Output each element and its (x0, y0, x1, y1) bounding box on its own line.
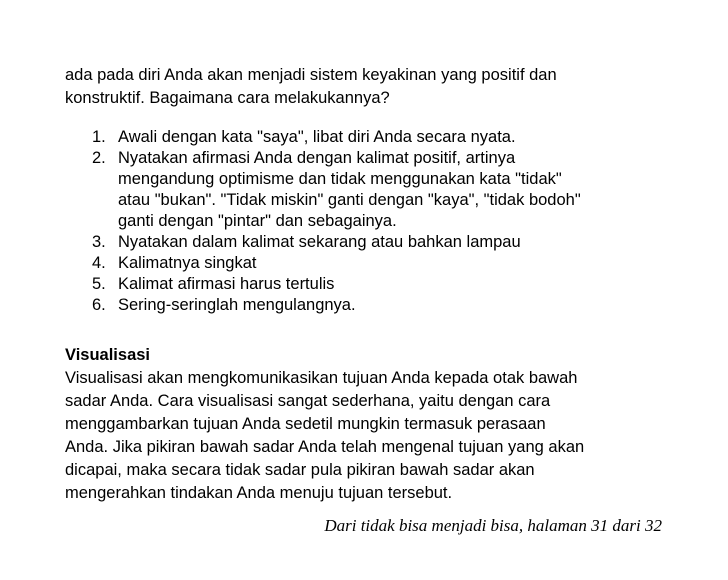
list-item (92, 253, 672, 274)
list-item (92, 127, 672, 148)
section-line: menggambarkan tujuan Anda sedetil mungkin termasuk perasaan (65, 415, 546, 433)
list-item-line: ganti dengan "pintar" dan sebagainya. (118, 212, 397, 230)
section-line: mengerahkan tindakan Anda menuju tujuan tersebut. (65, 484, 453, 502)
list-item-line: Kalimatnya singkat (118, 254, 257, 272)
list-item (92, 274, 672, 295)
page-footer: Dari tidak bisa menjadi bisa, halaman 31 dari 32 (324, 516, 662, 535)
list-item-text (118, 232, 672, 253)
list-item-text (118, 127, 672, 148)
section-body (65, 367, 685, 505)
list-item-text (118, 253, 672, 274)
list-item-line: Awali dengan kata "saya", libat diri Anda secara nyata. (118, 128, 516, 146)
section-line: Visualisasi akan mengkomunikasikan tujuan Anda kepada otak bawah (65, 369, 578, 387)
list-item-line: Nyatakan afirmasi Anda dengan kalimat positif, artinya (118, 149, 516, 167)
list-number: 1. (92, 128, 106, 146)
list-number: 2. (92, 149, 106, 167)
list-number: 3. (92, 233, 106, 251)
visualisasi-section (65, 344, 685, 505)
list-item-text (118, 148, 672, 232)
section-heading: Visualisasi (65, 346, 151, 364)
section-line: Anda. Jika pikiran bawah sadar Anda telah mengenal tujuan yang akan (65, 438, 585, 456)
list-item-line: Nyatakan dalam kalimat sekarang atau bahkan lampau (118, 233, 521, 251)
list-item-line: Sering-seringlah mengulangnya. (118, 296, 356, 314)
intro-line: ada pada diri Anda akan menjadi sistem keyakinan yang positif dan (65, 66, 557, 84)
list-number: 6. (92, 296, 106, 314)
list-number: 4. (92, 254, 106, 272)
list-item-text (118, 295, 672, 316)
list-item-text (118, 274, 672, 295)
intro-paragraph (65, 64, 685, 110)
list-item (92, 148, 672, 232)
list-item (92, 232, 672, 253)
affirmation-steps-list (92, 127, 672, 316)
list-item-line: Kalimat afirmasi harus tertulis (118, 275, 335, 293)
section-line: dicapai, maka secara tidak sadar pula pikiran bawah sadar akan (65, 461, 535, 479)
list-number: 5. (92, 275, 106, 293)
intro-line: konstruktif. Bagaimana cara melakukannya? (65, 89, 390, 107)
list-item (92, 295, 672, 316)
section-line: sadar Anda. Cara visualisasi sangat sederhana, yaitu dengan cara (65, 392, 551, 410)
list-item-line: mengandung optimisme dan tidak menggunakan kata "tidak" (118, 170, 562, 188)
list-item-line: atau "bukan". "Tidak miskin" ganti dengan "kaya", "tidak bodoh" (118, 191, 581, 209)
